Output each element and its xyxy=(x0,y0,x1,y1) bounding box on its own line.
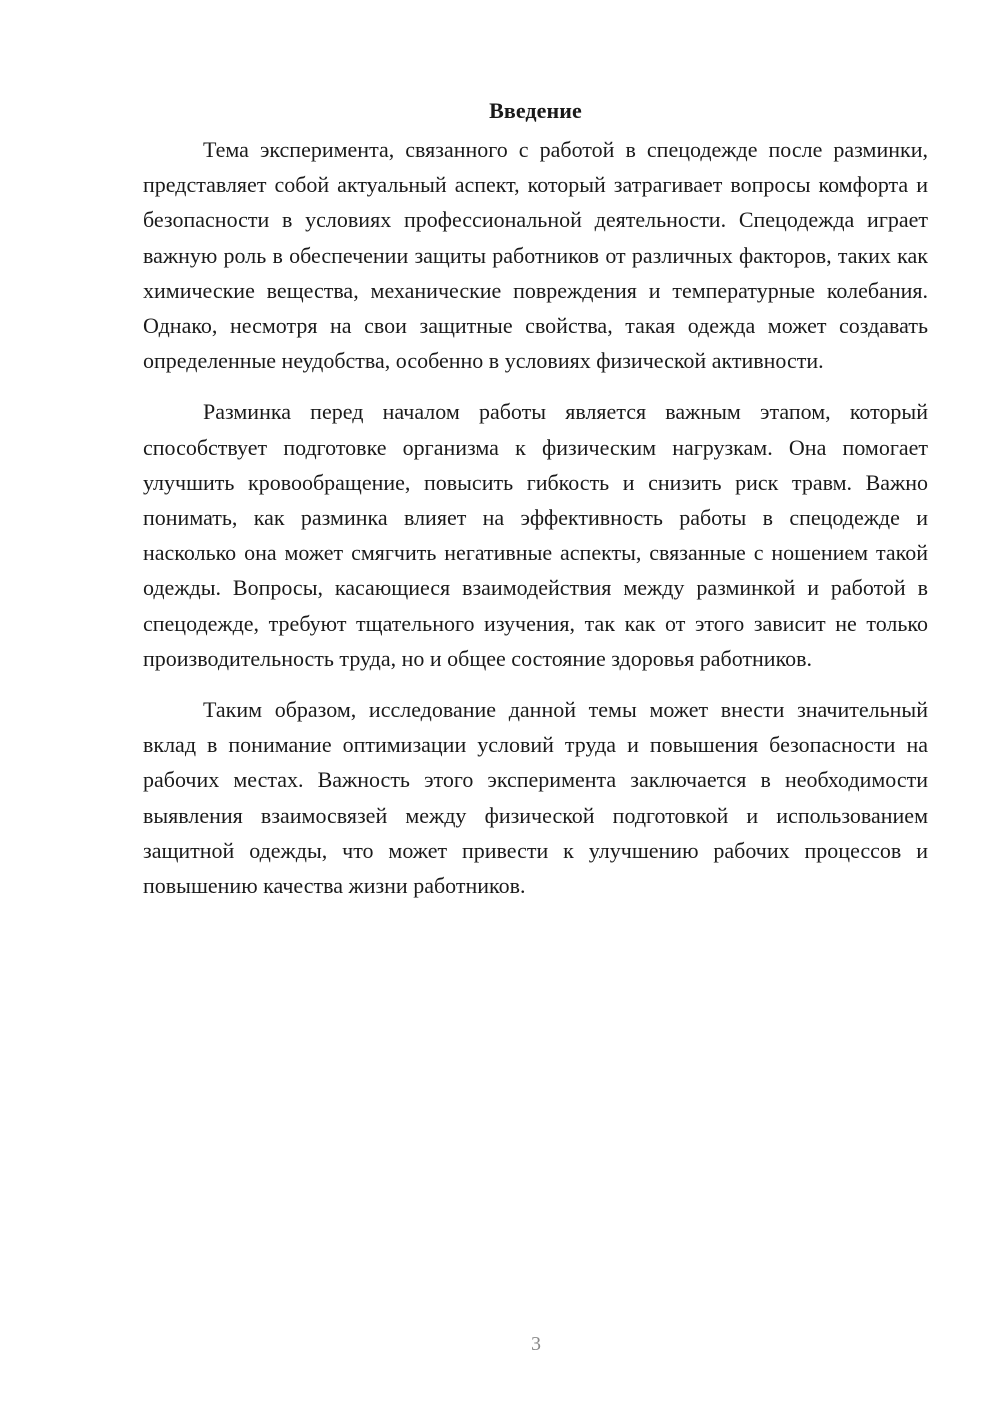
paragraph: Тема эксперимента, связанного с работой в спецодежде после разминки, представляет собой актуальный аспект, который затрагивает вопросы комфорта и безопасности в условиях профессиональной деятельности. Спецодежда играет важную роль в обеспечении защиты работников от различных факторов, таких как химические вещества, механические повреждения и температурные колебания. Однако, несмотря на свои защитные свойства, такая одежда может создавать определенные неудобства, особенно в условиях физической активности. xyxy=(143,137,928,374)
paragraph: Разминка перед началом работы является важным этапом, который способствует подготовке организма к физическим нагрузкам. Она помогает улучшить кровообращение, повысить гибкость и снизить риск травм. Важно понимать, как разминка влияет на эффективность работы в спецодежде и насколько она может смягчить негативные аспекты, связанные с ношением такой одежды. Вопросы, касающиеся взаимодействия между разминкой и работой в спецодежде, требуют тщательного изучения, так как от этого зависит не только производительность труда, но и общее состояние здоровья работников. xyxy=(143,399,928,671)
paragraph: Таким образом, исследование данной темы может внести значительный вклад в понимание оптимизации условий труда и повышения безопасности на рабочих местах. Важность этого эксперимента заключается в необходимости выявления взаимосвязей между физической подготовкой и использованием защитной одежды, что может привести к улучшению рабочих процессов и повышению качества жизни работников. xyxy=(143,697,928,899)
page-number: 3 xyxy=(531,1333,541,1355)
page-content xyxy=(143,94,928,919)
section-heading: Введение xyxy=(489,98,582,123)
